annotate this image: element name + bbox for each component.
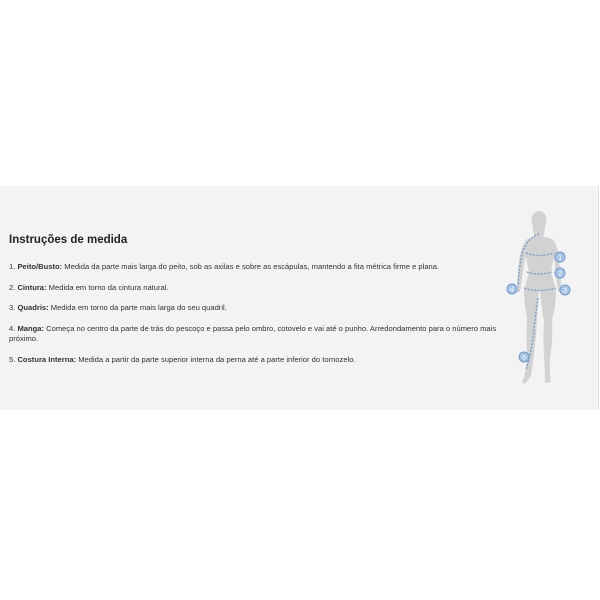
instruction-term: Manga:	[17, 323, 45, 333]
instruction-text: Medida em torno da parte mais larga do seu quadril.	[48, 303, 227, 312]
svg-text:2: 2	[558, 270, 562, 278]
instruction-term: Quadris:	[17, 303, 49, 312]
svg-text:4: 4	[510, 286, 514, 294]
marker-5	[519, 352, 529, 362]
marker-3	[560, 285, 570, 295]
instruction-item-waist: 2. Cintura: Medida em torno da cintura natural.	[9, 282, 169, 292]
instruction-item-hips: 3. Quadris: Medida em torno da parte mais larga do seu quadril.	[9, 303, 227, 312]
svg-text:1: 1	[558, 254, 562, 262]
instruction-term: Peito/Busto:	[17, 262, 63, 271]
panel-title: Instruções de medida	[9, 234, 128, 246]
marker-4	[507, 284, 517, 294]
instruction-text: Medida a partir da parte superior interna da perna até a parte inferior do tornozelo.	[76, 354, 356, 364]
svg-text:5: 5	[522, 354, 526, 362]
instruction-text: Começa no centro da parte de trás do pescoço e passa pelo ombro, cotovelo e vai até o punho. Arredondamento para o número mais próximo.	[9, 323, 497, 343]
instruction-item-sleeve: 4. Manga: Começa no centro da parte de trás do pescoço e passa pelo ombro, cotovelo e vai até o punho. Arredondamento para o número mais próximo.	[9, 323, 497, 343]
instructions-list	[9, 262, 499, 375]
svg-text:3: 3	[563, 287, 567, 295]
instruction-text: Medida em torno da cintura natural.	[46, 282, 169, 292]
instruction-term: Cintura:	[17, 282, 47, 292]
instruction-item-inseam: 5. Costura Interna: Medida a partir da parte superior interna da perna até a parte inferior do tornozelo.	[9, 354, 356, 364]
marker-2	[555, 268, 565, 278]
instruction-text: Medida da parte mais larga do peito, sob as axilas e sobre as escápulas, mantendo a fita métrica firme e plana.	[62, 262, 440, 271]
body-figure-illustration	[498, 206, 578, 388]
instruction-item-chest: 1. Peito/Busto: Medida da parte mais larga do peito, sob as axilas e sobre as escápulas, mantendo a fita métrica firme e plana.	[9, 262, 440, 271]
marker-1	[555, 252, 565, 262]
instruction-term: Costura Interna:	[17, 354, 77, 364]
